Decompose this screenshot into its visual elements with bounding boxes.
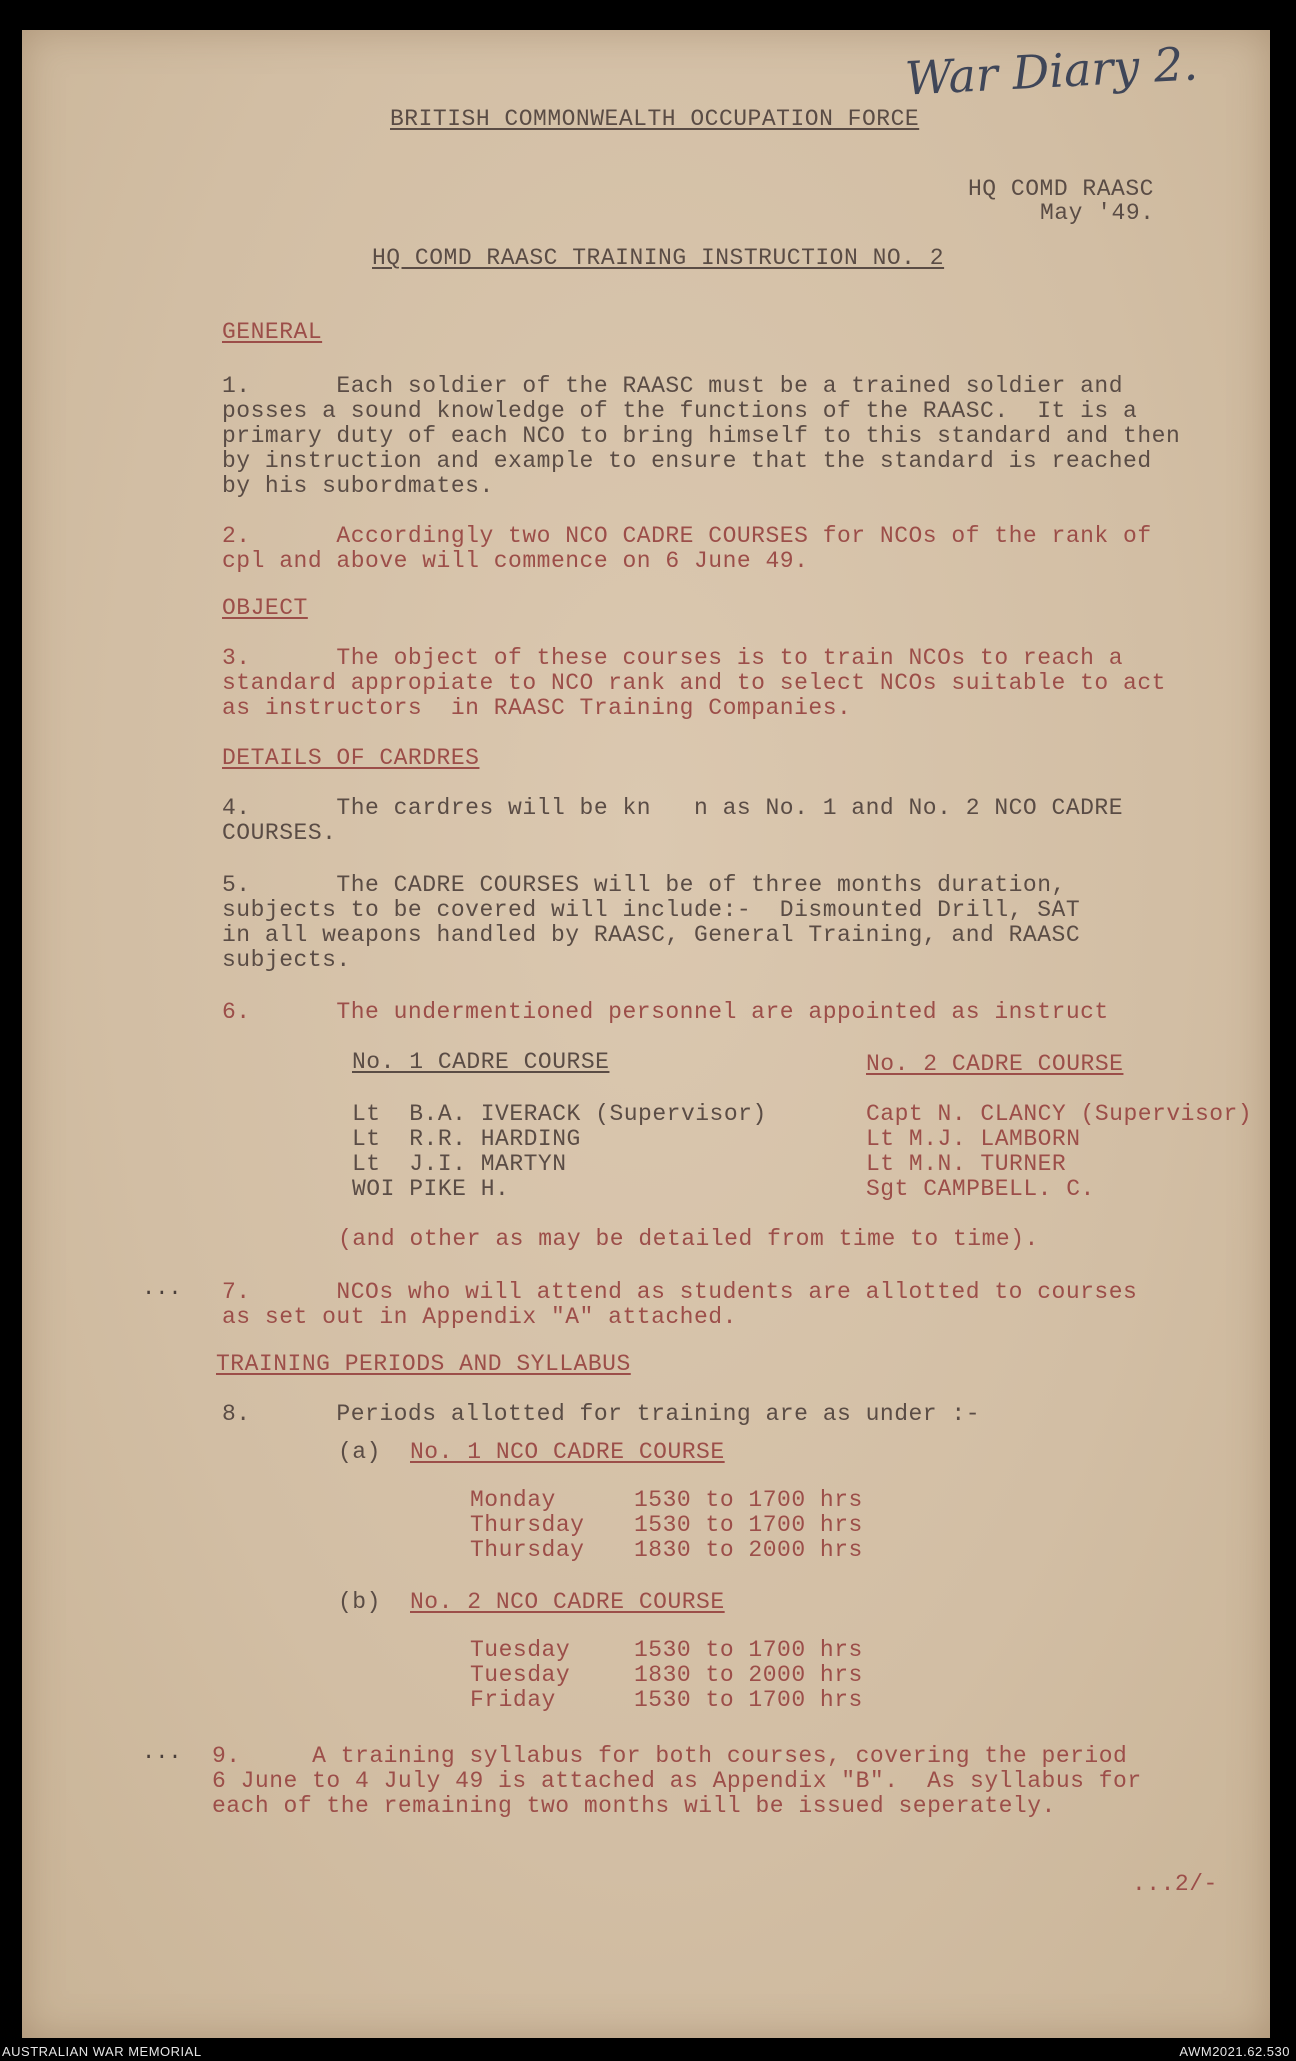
- handwritten-note: War Diary 2.: [903, 36, 1200, 106]
- page-continuation: ...2/-: [1132, 1871, 1218, 1897]
- document-title: HQ COMD RAASC TRAINING INSTRUCTION NO. 2: [372, 245, 945, 271]
- item-label-b: (b): [338, 1589, 381, 1615]
- course-2-title: No. 2 CADRE COURSE: [866, 1051, 1124, 1077]
- schedule-day: Friday: [470, 1687, 556, 1713]
- paragraph-8: 8. Periods allotted for training are as under :-: [222, 1401, 981, 1427]
- footer-accession-number: AWM2021.62.530: [1179, 2044, 1290, 2059]
- schedule-time: 1830 to 2000 hrs: [634, 1537, 863, 1563]
- document-page: [22, 30, 1270, 2038]
- hq-label: HQ COMD RAASC: [968, 176, 1154, 202]
- instructor: Capt N. CLANCY (Supervisor): [866, 1101, 1253, 1127]
- section-heading-training: TRAINING PERIODS AND SYLLABUS: [216, 1351, 631, 1377]
- item-label-a: (a): [338, 1439, 381, 1465]
- footer-credit: AUSTRALIAN WAR MEMORIAL: [2, 2044, 202, 2059]
- section-heading-details: DETAILS OF CARDRES: [222, 745, 480, 771]
- instructors-note: (and other as may be detailed from time to time).: [338, 1226, 1039, 1252]
- instructor: WOI PIKE H.: [352, 1176, 510, 1202]
- schedule-time: 1830 to 2000 hrs: [634, 1662, 863, 1688]
- org-header: BRITISH COMMONWEALTH OCCUPATION FORCE: [390, 106, 920, 132]
- instructor: Lt B.A. IVERACK (Supervisor): [352, 1101, 767, 1127]
- schedule-day: Tuesday: [470, 1637, 571, 1663]
- margin-mark: ...: [142, 1740, 182, 1765]
- schedule-day: Thursday: [470, 1537, 585, 1563]
- schedule-time: 1530 to 1700 hrs: [634, 1487, 863, 1513]
- schedule-day: Thursday: [470, 1512, 585, 1538]
- paragraph-6: 6. The undermentioned personnel are appointed as instruct: [222, 999, 1109, 1025]
- schedule-day: Monday: [470, 1487, 556, 1513]
- instructor: Lt R.R. HARDING: [352, 1126, 581, 1152]
- schedule-time: 1530 to 1700 hrs: [634, 1512, 863, 1538]
- instructor: Lt J.I. MARTYN: [352, 1151, 567, 1177]
- instructor: Lt M.N. TURNER: [866, 1151, 1067, 1177]
- schedule-a-title: No. 1 NCO CADRE COURSE: [410, 1439, 725, 1465]
- date-label: May '49.: [1040, 200, 1155, 226]
- course-1-title: No. 1 CADRE COURSE: [352, 1049, 610, 1075]
- instructor: Sgt CAMPBELL. C.: [866, 1176, 1095, 1202]
- margin-mark: ...: [142, 1276, 182, 1301]
- schedule-time: 1530 to 1700 hrs: [634, 1637, 863, 1663]
- schedule-b-title: No. 2 NCO CADRE COURSE: [410, 1589, 725, 1615]
- schedule-day: Tuesday: [470, 1662, 571, 1688]
- schedule-time: 1530 to 1700 hrs: [634, 1687, 863, 1713]
- section-heading-general: GENERAL: [222, 319, 323, 345]
- section-heading-object: OBJECT: [222, 595, 308, 621]
- instructor: Lt M.J. LAMBORN: [866, 1126, 1081, 1152]
